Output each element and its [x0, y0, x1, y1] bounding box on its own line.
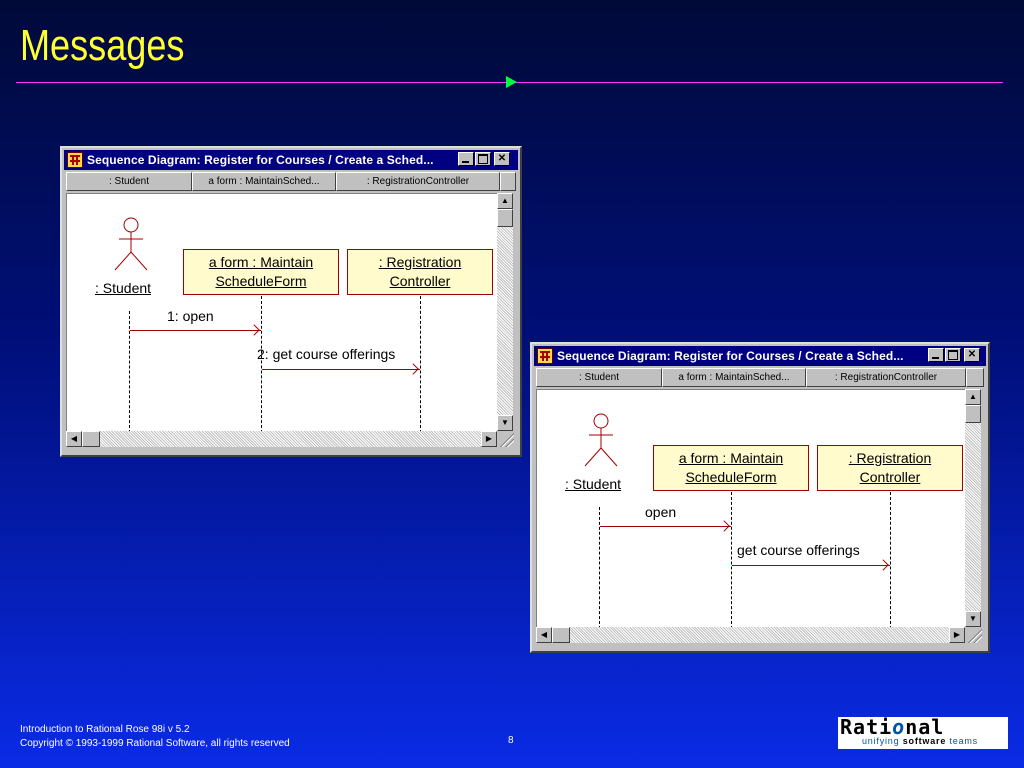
diagram-canvas[interactable] — [66, 193, 497, 432]
message-arrow-2[interactable] — [732, 565, 890, 566]
rule-arrow-icon — [506, 76, 517, 88]
app-icon[interactable] — [537, 348, 553, 364]
horizontal-scrollbar[interactable] — [66, 431, 497, 447]
window-title: Sequence Diagram: Register for Courses / Create a Sched... — [557, 349, 904, 363]
diagram-canvas[interactable] — [536, 389, 965, 628]
maximize-icon[interactable] — [945, 348, 961, 362]
header-student[interactable]: : Student — [66, 172, 192, 191]
header-spacer — [500, 172, 516, 191]
page-number: 8 — [508, 735, 514, 746]
maximize-icon[interactable] — [475, 152, 491, 166]
horizontal-scrollbar[interactable] — [536, 627, 965, 643]
window-title: Sequence Diagram: Register for Courses / Create a Sched... — [87, 153, 434, 167]
lifeline-controller — [420, 296, 421, 432]
header-controller[interactable]: : RegistrationController — [806, 368, 966, 387]
object-line2: ScheduleForm — [215, 273, 307, 289]
lifeline-form — [261, 296, 262, 432]
scroll-up-icon[interactable]: ▲ — [965, 389, 981, 405]
close-icon[interactable]: ✕ — [964, 348, 980, 362]
scroll-left-icon[interactable]: ◀ — [536, 627, 552, 643]
sequence-diagram-window-2[interactable] — [530, 342, 990, 653]
message-arrow-1[interactable] — [600, 526, 731, 527]
message-arrow-1[interactable] — [130, 330, 261, 331]
lifeline-form — [731, 492, 732, 628]
object-line1: a form : Maintain — [678, 450, 784, 466]
scroll-up-icon[interactable]: ▲ — [497, 193, 513, 209]
window-titlebar[interactable] — [64, 150, 518, 170]
lifeline-headers — [66, 172, 516, 191]
logo-part: Rati — [840, 715, 893, 739]
vertical-scrollbar[interactable] — [965, 389, 981, 627]
actor-label[interactable]: : Student — [565, 476, 622, 492]
rational-logo — [838, 717, 1008, 749]
horizontal-scroll-thumb[interactable] — [82, 431, 100, 447]
slide-footer — [20, 723, 290, 751]
minimize-icon[interactable] — [458, 152, 474, 166]
object-line2: Controller — [389, 273, 451, 289]
lifeline-controller — [890, 492, 891, 628]
slide-title: Messages — [20, 21, 185, 70]
vertical-scroll-thumb[interactable] — [497, 209, 513, 227]
window-titlebar[interactable] — [534, 346, 986, 366]
actor-icon[interactable] — [579, 412, 623, 468]
message-label-2[interactable]: get course offerings — [737, 542, 860, 558]
horizontal-scroll-thumb[interactable] — [552, 627, 570, 643]
message-arrow-2[interactable] — [262, 369, 420, 370]
scroll-left-icon[interactable]: ◀ — [66, 431, 82, 447]
logo-part: nal — [905, 715, 945, 739]
footer-course-title: Introduction to Rational Rose 98i v 5.2 — [20, 724, 190, 735]
object-line1: : Registration — [848, 450, 932, 466]
scroll-down-icon[interactable]: ▼ — [497, 415, 513, 431]
object-line1: : Registration — [378, 254, 462, 270]
logo-tagline — [862, 736, 978, 746]
object-line2: ScheduleForm — [685, 469, 777, 485]
header-form[interactable]: a form : MaintainSched... — [662, 368, 806, 387]
object-maintain-schedule-form[interactable] — [653, 445, 809, 491]
minimize-icon[interactable] — [928, 348, 944, 362]
resize-grip-icon[interactable] — [498, 431, 514, 447]
logo-tag-part: unifying — [862, 736, 903, 746]
object-maintain-schedule-form[interactable] — [183, 249, 339, 295]
object-registration-controller[interactable] — [817, 445, 963, 491]
scroll-down-icon[interactable]: ▼ — [965, 611, 981, 627]
object-line2: Controller — [859, 469, 921, 485]
close-icon[interactable]: ✕ — [494, 152, 510, 166]
scroll-right-icon[interactable]: ▶ — [949, 627, 965, 643]
logo-tag-part: teams — [946, 736, 978, 746]
footer-copyright: Copyright © 1993-1999 Rational Software, all rights reserved — [20, 738, 290, 749]
lifeline-headers — [536, 368, 984, 387]
header-controller[interactable]: : RegistrationController — [336, 172, 500, 191]
actor-label[interactable]: : Student — [95, 280, 152, 296]
logo-tag-part: software — [902, 736, 947, 746]
header-spacer — [966, 368, 984, 387]
app-icon[interactable] — [67, 152, 83, 168]
vertical-scroll-thumb[interactable] — [965, 405, 981, 423]
message-label-2[interactable]: 2: get course offerings — [257, 346, 396, 362]
header-student[interactable]: : Student — [536, 368, 662, 387]
object-line1: a form : Maintain — [208, 254, 314, 270]
resize-grip-icon[interactable] — [966, 627, 982, 643]
sequence-diagram-window-1[interactable] — [60, 146, 522, 457]
logo-part: o — [892, 715, 906, 739]
actor-icon[interactable] — [109, 216, 153, 272]
scroll-right-icon[interactable]: ▶ — [481, 431, 497, 447]
vertical-scrollbar[interactable] — [497, 193, 513, 431]
header-form[interactable]: a form : MaintainSched... — [192, 172, 336, 191]
object-registration-controller[interactable] — [347, 249, 493, 295]
message-label-1[interactable]: open — [645, 504, 677, 520]
message-label-1[interactable]: 1: open — [167, 308, 214, 324]
